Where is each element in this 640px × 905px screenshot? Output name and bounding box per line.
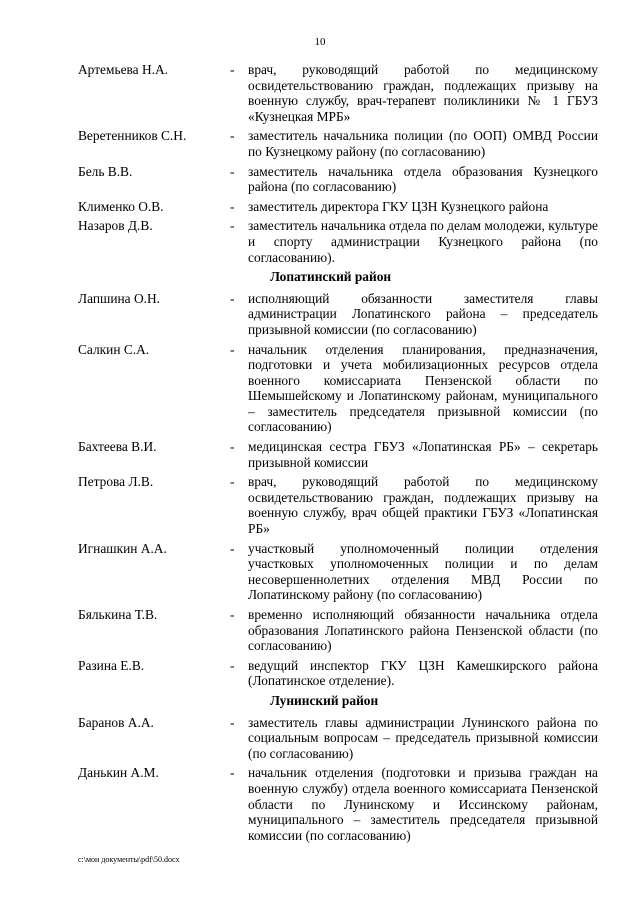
dash-separator: - [230,341,235,357]
member-role: ведущий инспектор ГКУ ЦЗН Камешкирского района (Лопатинское отделение). [248,657,598,689]
dash-separator: - [230,163,235,179]
dash-separator: - [230,439,235,455]
dash-separator: - [230,198,235,214]
member-name: Бахтеева В.И. [78,439,157,455]
commission-list [78,62,598,847]
member-row [78,658,598,689]
member-row [78,474,598,536]
member-row [78,541,598,603]
member-role: врач, руководящий работой по медицинскому освидетельствованию граждан, подлежащих призыву на военную службу, врач общей практики ГБУЗ «Лопатинская РБ» [248,474,598,537]
member-row [78,199,598,215]
member-row [78,291,598,338]
member-role: медицинская сестра ГБУЗ «Лопатинская РБ» – секретарь призывной комиссии [248,439,598,470]
member-role: врач, руководящий работой по медицинскому освидетельствованию граждан, подлежащих призыву на военную службу, врач-терапевт поликлиники № 1 ГБУЗ «Кузнецкая МРБ» [248,62,598,124]
member-role: начальник отделения планирования, предназначения, подготовки и учета мобилизационных ресурсов отдела военного комиссариата Пензенской области по Шемышейскому и Лопатинскому районам, муниципального – заместитель председателя призывной комиссии (по согласованию) [248,341,598,435]
member-role: заместитель директора ГКУ ЦЗН Кузнецкого района [248,198,549,214]
dash-separator: - [230,62,235,77]
member-name: Игнашкин А.А. [78,540,167,556]
member-name: Веретенников С.Н. [78,128,187,144]
member-name: Баранов А.А. [78,714,154,730]
member-name: Клименко О.В. [78,198,164,214]
district-heading: Лунинский район [270,692,379,708]
dash-separator: - [230,474,235,490]
member-name: Данькин А.М. [78,765,159,781]
member-role: начальник отделения (подготовки и призыва граждан на военную службу) отдела военного комиссариата Пензенской области по Лунинскому и Иссинскому районам, муниципального – заместитель председателя призывной комиссии (по согласованию) [248,765,598,843]
district-heading: Лопатинский район [270,269,392,285]
member-role: исполняющий обязанности заместителя главы администрации Лопатинского района – председатель призывной комиссии (по согласованию) [248,290,598,337]
member-row [78,439,598,470]
member-name: Лапшина О.Н. [78,290,160,306]
member-row [78,342,598,436]
dash-separator: - [230,290,235,306]
member-name: Бель В.В. [78,163,133,179]
member-row [78,607,598,654]
member-row [78,164,598,195]
member-row [78,62,598,124]
member-role: заместитель начальника отдела по делам молодежи, культуре и спорту администрации Кузнецкого района (по согласованию). [248,218,598,265]
member-row [78,218,598,265]
dash-separator: - [230,765,235,781]
member-role: участковый уполномоченный полиции отделения участковых уполномоченных полиции и по делам несовершеннолетних отделения МВД России по Лопатинскому району (по согласованию) [248,540,598,603]
member-role: заместитель начальника отдела образования Кузнецкого района (по согласованию) [248,163,598,195]
member-row [78,128,598,159]
member-name: Разина Е.В. [78,657,145,673]
dash-separator: - [230,714,235,730]
dash-separator: - [230,128,235,144]
member-name: Петрова Л.В. [78,474,154,490]
page-number: 10 [314,36,326,48]
dash-separator: - [230,540,235,556]
member-name: Артемьева Н.А. [78,62,168,77]
member-row [78,765,598,843]
file-path-footer: c:\мои документы\pdf\50.docx [78,855,180,864]
member-row [78,715,598,762]
member-role: временно исполняющий обязанности начальника отдела образования Лопатинского района Пензенской области (по согласованию) [248,607,598,654]
member-name: Салкин С.А. [78,341,150,357]
member-role: заместитель начальника полиции (по ООП) ОМВД России по Кузнецкому району (по согласованию) [248,128,598,159]
member-name: Бялькина Т.В. [78,607,158,622]
dash-separator: - [230,218,235,234]
member-name: Назаров Д.В. [78,218,153,234]
member-role: заместитель главы администрации Лунинского района по социальным вопросам – председатель призывной комиссии (по согласованию) [248,714,598,761]
dash-separator: - [230,607,235,622]
dash-separator: - [230,657,235,673]
